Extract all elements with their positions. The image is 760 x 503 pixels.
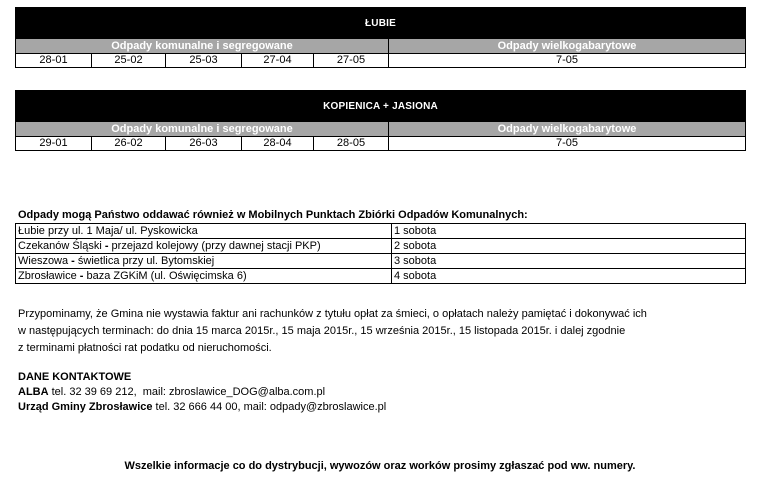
date-cell: 26-03 [166,137,242,151]
date-cell: 28-05 [314,137,389,151]
collection-points-heading: Odpady mogą Państwo oddawać również w Mobilnych Punktach Zbiórki Odpadów Komunalnych: [18,209,528,221]
date-cell: 27-05 [314,54,389,68]
office-details: tel. 32 666 44 00, mail: odpady@zbroslawice.pl [152,401,387,413]
header-bulky-waste: Odpady wielkogabarytowe [389,122,746,137]
point-place: Wieszowa [18,255,69,267]
point-separator: - [76,270,87,282]
table-row [16,239,746,254]
point-place: Zbrosławice [18,270,77,282]
point-description: przy ul. 1 Maja/ ul. Pyskowicka [47,225,198,237]
point-schedule: 2 sobota [392,239,746,254]
point-description: przejazd kolejowy (przy dawnej stacji PKP) [111,240,321,252]
point-schedule: 3 sobota [392,254,746,269]
point-description: baza ZGKiM (ul. Oświęcimska 6) [86,270,247,282]
reminder-line: z terminami płatności rat podatku od nieruchomości. [18,342,272,354]
date-cell: 27-04 [242,54,314,68]
date-cell: 25-02 [92,54,166,68]
date-cell: 28-04 [242,137,314,151]
contact-heading: DANE KONTAKTOWE [18,371,132,383]
date-cell: 28-01 [16,54,92,68]
point-schedule: 4 sobota [392,269,746,284]
schedule-title: ŁUBIE [16,8,746,39]
bulky-date-cell: 7-05 [389,54,746,68]
header-bulky-waste: Odpady wielkogabarytowe [389,39,746,54]
payment-reminder [18,306,647,357]
point-separator: - [68,255,78,267]
date-cell: 26-02 [92,137,166,151]
date-cell: 25-03 [166,54,242,68]
reminder-line: w następujących terminach: do dnia 15 marca 2015r., 15 maja 2015r., 15 września 2015r., 15 listopada 2015r. i dalej zgodnie [18,325,626,337]
schedule-table-lubie [15,7,746,68]
point-location [16,269,392,284]
table-row [16,269,746,284]
point-place: Czekanów Śląski [18,240,102,252]
collection-points-table [15,223,746,284]
table-row [16,224,746,239]
header-municipal-waste: Odpady komunalne i segregowane [16,39,389,54]
point-location [16,239,392,254]
contact-section [18,370,386,415]
schedule-table-kopienica-jasiona [15,90,746,151]
date-cell: 29-01 [16,137,92,151]
footer-note: Wszelkie informacje co do dystrybucji, wywozów oraz worków prosimy zgłaszać pod ww. numery. [124,460,636,472]
bulky-date-cell: 7-05 [389,137,746,151]
point-location [16,254,392,269]
point-place: Łubie [18,225,45,237]
alba-details: tel. 32 39 69 212, mail: zbroslawice_DOG@alba.com.pl [48,386,326,398]
office-name: Urząd Gminy Zbrosławice [18,401,153,413]
point-location [16,224,392,239]
table-row [16,254,746,269]
point-separator: - [101,240,112,252]
header-municipal-waste: Odpady komunalne i segregowane [16,122,389,137]
reminder-line: Przypominamy, że Gmina nie wystawia faktur ani rachunków z tytułu opłat za śmieci, o opłatach należy pamiętać i dokonywać ich [18,308,647,320]
schedule-title: KOPIENICA + JASIONA [16,91,746,122]
alba-name: ALBA [18,386,49,398]
point-schedule: 1 sobota [392,224,746,239]
point-description: świetlica przy ul. Bytomskiej [77,255,215,267]
